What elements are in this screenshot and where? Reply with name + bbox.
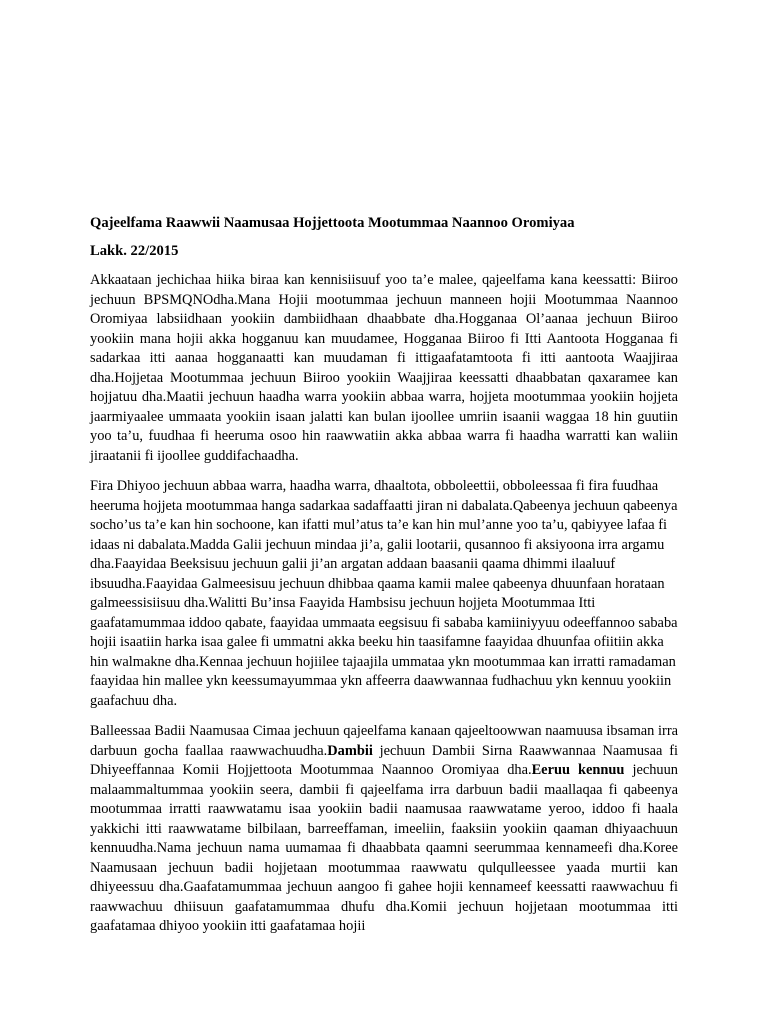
paragraph-3-text-c: jechuun malaammaltummaa yookiin seera, dambii fi qajeelfama irra darbuun badii maallaqaa fi qabeenya mootummaa irratti raawwatamu isaa yookiin badii naamusaa raawwatame yeroo, iddoo fi haala yakkichi itti raawwatame bilbilaan, barreeffaman, imeeliin, faaksiin yookiin qaaman dhiyaachuun kennuudha.Nama jechuun nama uumamaa fi dhaabbata qaamni seerummaa kennameefi dha.Koree Naamusaan jechuun badii hojjetaan mootummaa raawwatu qulqulleessee yaada murtii kan dhiyeessuu dha.Gaafatamummaa jechuun aangoo fi gahee hojii kennameef keessatti raawwachuu fi raawwachuu dhiisuun gaafatamummaa dhufu dha.Komii jechuun hojjetaan mootummaa itti gaafatamaa dhiyoo yookiin itti gaafatamaa hojii — [90, 762, 678, 934]
definitions-paragraph-3 — [90, 722, 678, 937]
paragraph-3-text-b: jechuun Dambii Sirna Raawwannaa Naamusaa fi Dhiyeeffannaa Komii Hojjettoota Mootummaa Naannoo Oromiyaa dha. — [90, 742, 678, 778]
term-dambii: Dambii — [327, 742, 373, 759]
term-eeruu-kennuu: Eeruu kennuu — [531, 762, 625, 778]
paragraph-3-text-a: Balleessaa Badii Naamusaa Cimaa jechuun qajeelfama kanaan qajeeltoowwan naamuusa ibsaman irra darbuun gocha faallaa raawwachuudha. — [90, 723, 678, 759]
definitions-paragraph-2: Fira Dhiyoo jechuun abbaa warra, haadha warra, dhaaltota, obboleettii, obboleessaa fi fira fuudhaa heeruma hojjeta mootummaa hanga sadarkaa sadaffaatti jiran ni dabalata.Qabeenya jechuun qabeenya socho’us ta’e kan hin sochoone, kan ifatti mul’atus ta’e kan hin mul’anne yoo ta’u, qabiyyee lafaa fi idaas ni dabalata.Madda Galii jechuun mindaa ji’a, galii lootarii, qusannoo fi aksiyoona irra argamu dha.Faayidaa Beeksisuu jechuun galii ji’an argatan addaan baasanii qaama dhimmi ilaaluuf ibsuudha.Faayidaa Galmeesisuu jechuun dhibbaa qaama kamii malee qabeenya dhuunfaan horataan galmeessisiisuu dha.Walitti Bu’insa Faayida Hambsisu jechuun hojjeta Mootummaa Itti gaafatamummaa iddoo qabate, faayidaa ummaata eegsisuu fi sababa kamiiniyyuu odeeffannoo sababa hojii isaatiin harka isaa galee fi ummatni akka beeku hin taasifamne faayidaa dhuunfaa ofiitiin akka hin walmakne dha.Kennaa jechuun hojiilee tajaajila ummataa ykn mootummaa kan irratti ramadaman faayidaa hin mallee ykn keessumayummaa ykn affeerra daawwannaa fudhachuu ykn kennuu yookiin gaafachuu dha. — [90, 478, 678, 709]
definitions-paragraph-1: Akkaataan jechichaa hiika biraa kan kennisiisuuf yoo ta’e malee, qajeelfama kana keessatti: Biiroo jechuun BPSMQNOdha.Mana Hojii mootummaa jechuun manneen hojii Mootummaa Naannoo Oromiyaa labsiidhaan yookiin dambiidhaan dhaabbate dha.Hogganaa Ol’aanaa jechuun Biiroo yookiin mana hojii akka hogganuu kan muudamee, Hogganaa Biiroo fi Itti Aantoota Hogganaa fi sadarkaa itti aanaa hogganaatti kan muudaman fi ittigaafatamtoota fi itti aantoota Waajjiraa dha.Hojjetaa Mootummaa jechuun Biiroo yookiin Waajjiraa keessatti dhaabbatan qaxaramee kan hojjatuu dha.Maatii jechuun haadha warra yookiin abbaa warra, hojjeta mootummaa yookiin hojjeta jaarmiyaalee ummaata yookiin isaan jalatti kan bulan ijoollee umriin isaanii waggaa 18 hin guutiin yoo ta’u, fuudhaa fi heeruma osoo hin raawwatiin akka abbaa warra fi haadha warratti kan waliin jiraatanii fi ijoollee guddifachaadha. — [90, 272, 678, 464]
document-body — [90, 214, 678, 948]
document-title: Qajeelfama Raawwii Naamusaa Hojjettoota Mootummaa Naannoo Oromiyaa — [90, 215, 575, 231]
document-reference-number: Lakk. 22/2015 — [90, 242, 179, 259]
